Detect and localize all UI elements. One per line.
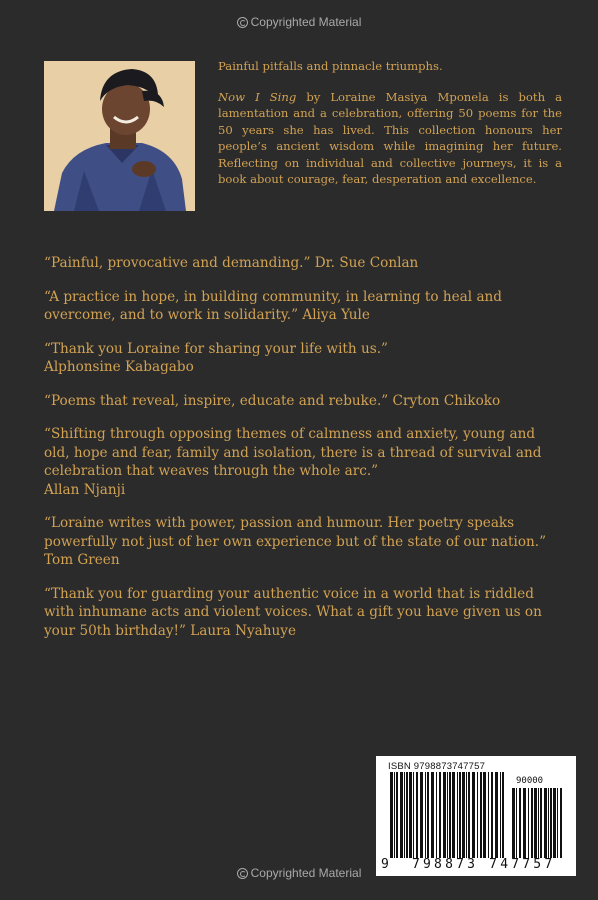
quote-author: Laura Nyahuye [190,622,296,639]
quote-author: Aliya Yule [302,307,370,323]
copyright-icon [237,868,248,879]
isbn-label: ISBN 9798873747757 [388,761,486,772]
watermark-text: Copyrighted Material [250,866,362,880]
author-portrait-illustration [44,61,195,211]
author-photo [44,61,195,211]
quote-author: Alphonsine Kabagabo [44,359,194,375]
quote-text: “Painful, provocative and demanding.” [44,255,315,271]
quote-author: Allan Njanji [44,481,126,498]
quote-author: Cryton Chikoko [392,392,501,409]
quote-text: “Poems that reveal, inspire, educate and rebuke.” [44,392,393,409]
endorsement-quote [44,585,564,641]
intro-paragraph [218,89,562,188]
tagline: Painful pitfalls and pinnacle triumphs. [218,59,443,73]
quote-author: Dr. Sue Conlan [314,255,419,271]
endorsement-quote [44,254,564,273]
intro-text: by Loraine Masiya Mponela is both a lamentation and a celebration, offering 50 poems for the 50 years she has lived. This collection honours her people’s ancient wisdom while imagining her future. Reflecting on individual and collective journeys, it is a book about courage, fear, desperation and excellence. [218,89,562,186]
quote-author: Tom Green [44,552,120,568]
barcode-digit-first: 9 [381,857,389,872]
book-title: Now I Sing [218,89,297,104]
isbn-barcode [376,756,576,876]
endorsement-quote [44,340,564,377]
watermark-text: Copyrighted Material [250,15,362,29]
copyright-watermark-top [0,15,598,29]
endorsement-quote [44,514,564,570]
copyright-icon [237,17,248,28]
quote-text: “Thank you Loraine for sharing your life with us.” [44,340,388,357]
quote-text: “Shifting through opposing themes of calmness and anxiety, young and old, hope and fear, family and isolation, there is a thread of survival and celebration that weaves through the whole arc.” [44,426,542,479]
book-blurb [218,58,562,188]
price-code: 90000 [516,776,544,786]
quote-text: “Loraine writes with power, passion and humour. Her poetry speaks powerfully not just of her own experience but of the state of our nation.” [44,515,547,550]
quote-text: “Thank you for guarding your authentic voice in a world that is riddled with inhumane acts and violent voices. What a gift you have given us on your 50th birthday!” [44,585,542,639]
quote-text: “A practice in hope, in building community, in learning to heal and overcome, and to work in solidarity.” [44,288,503,323]
endorsement-quotes [44,254,564,655]
endorsement-quote [44,425,564,499]
barcode-digits: 798873 747757 [412,857,556,872]
endorsement-quote [44,392,564,411]
endorsement-quote [44,288,564,325]
